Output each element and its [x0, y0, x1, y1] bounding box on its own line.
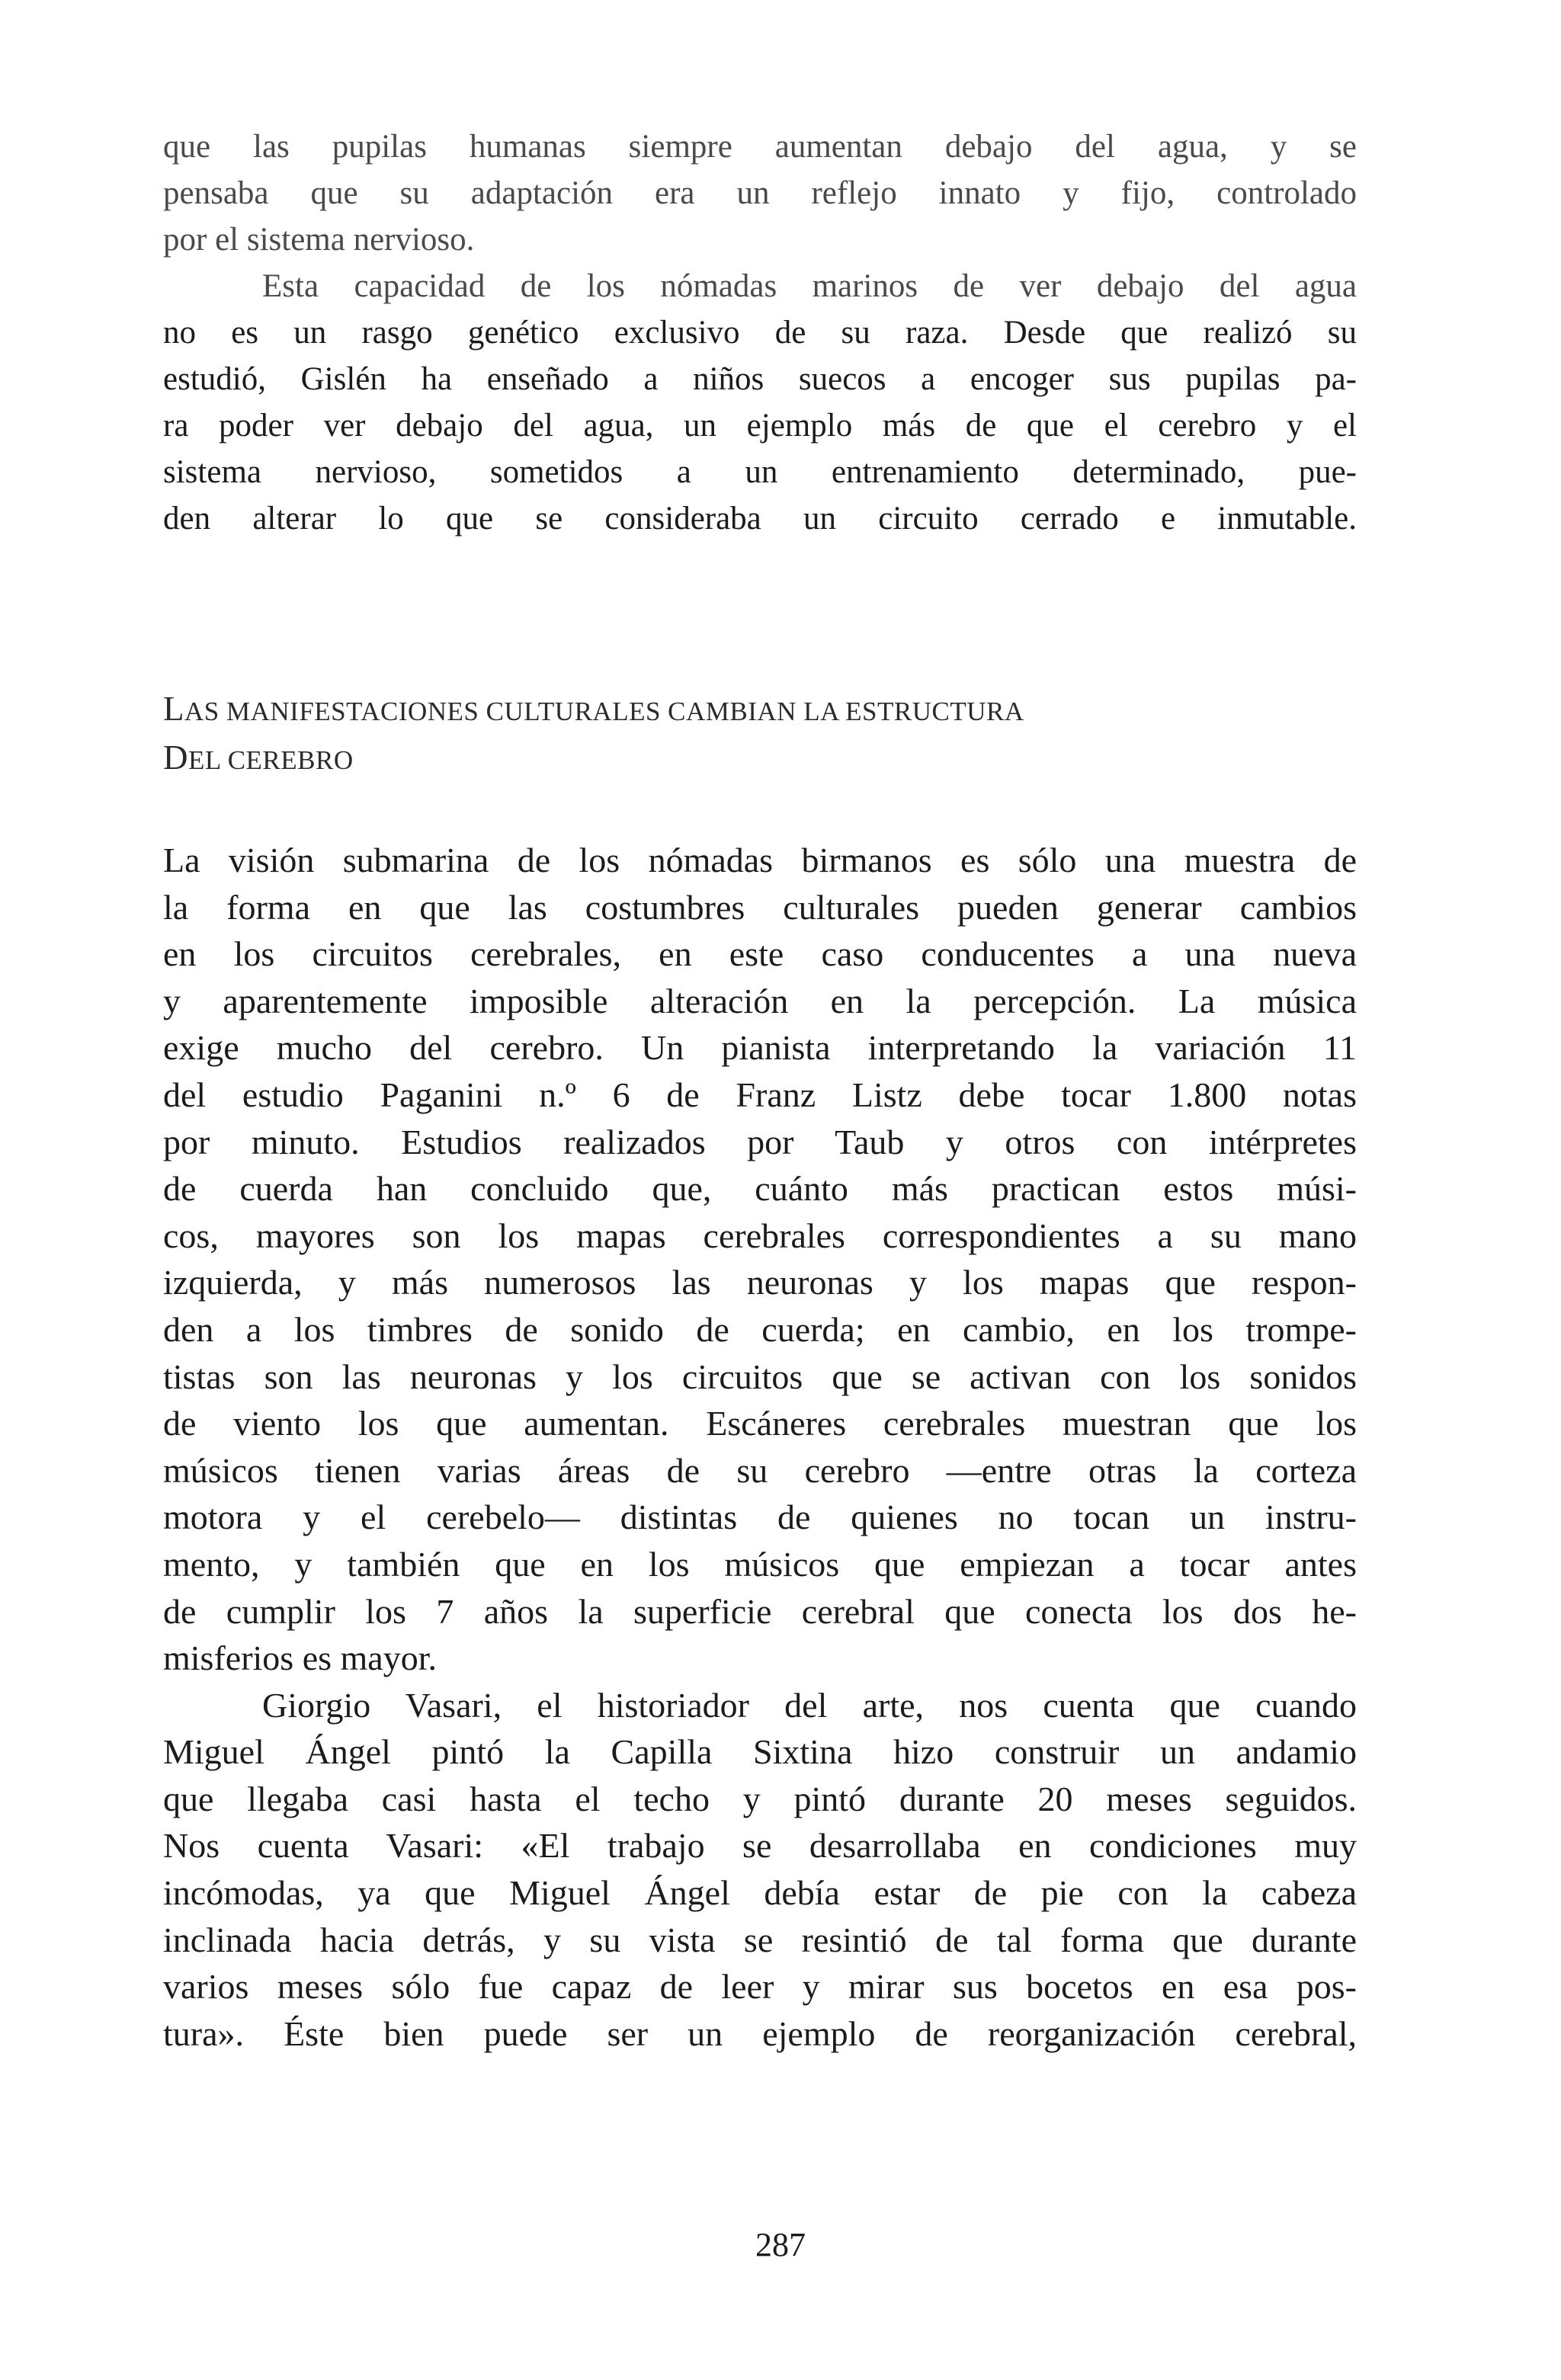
text-line: de cuerda han concluido que, cuánto más practican estos músi-	[163, 1169, 1357, 1209]
text-line: misferios es mayor.	[163, 1638, 437, 1678]
text-line: varios meses sólo fue capaz de leer y mirar sus bocetos en esa pos-	[163, 1967, 1357, 2007]
text-line: mento, y también que en los músicos que empiezan a tocar antes	[163, 1544, 1357, 1584]
text-line: exige mucho del cerebro. Un pianista interpretando la variación 11	[163, 1028, 1357, 1068]
section-heading-line	[163, 735, 1383, 783]
text-line: la forma en que las costumbres culturales pueden generar cambios	[163, 887, 1357, 927]
text-line: den a los timbres de sonido de cuerda; en cambio, en los trompe-	[163, 1309, 1357, 1349]
text-line: de viento los que aumentan. Escáneres cerebrales muestran que los	[163, 1404, 1357, 1443]
text-line: Giorgio Vasari, el historiador del arte, nos cuenta que cuando	[262, 1685, 1357, 1725]
text-line: tura». Éste bien puede ser un ejemplo de reorganización cerebral,	[163, 2013, 1357, 2053]
body-text-main	[163, 837, 1357, 2057]
heading-initial: L	[163, 690, 184, 728]
text-line: de cumplir los 7 años la superficie cerebral que conecta los dos he-	[163, 1591, 1357, 1631]
text-line: ra poder ver debajo del agua, un ejemplo más de que el cerebro y el	[163, 408, 1357, 444]
heading-text: EL CEREBRO	[188, 745, 354, 775]
text-line: del estudio Paganini n.º 6 de Franz Listz debe tocar 1.800 notas	[163, 1075, 1357, 1114]
text-line: por el sistema nervioso.	[163, 222, 475, 258]
text-line: incómodas, ya que Miguel Ángel debía estar de pie con la cabeza	[163, 1873, 1357, 1913]
text-line: Nos cuenta Vasari: «El trabajo se desarrollaba en condiciones muy	[163, 1826, 1357, 1866]
text-line: pensaba que su adaptación era un reflejo innato y fijo, controlado	[163, 175, 1357, 211]
text-line: estudió, Gislén ha enseñado a niños suecos a encoger sus pupilas pa-	[163, 361, 1357, 397]
text-line: tistas son las neuronas y los circuitos que se activan con los sonidos	[163, 1357, 1357, 1396]
text-line: cos, mayores son los mapas cerebrales correspondientes a su mano	[163, 1216, 1357, 1255]
text-line: que las pupilas humanas siempre aumentan debajo del agua, y se	[163, 129, 1357, 165]
text-line: sistema nervioso, sometidos a un entrenamiento determinado, pue-	[163, 454, 1357, 490]
text-line: músicos tienen varias áreas de su cerebro —entre otras la corteza	[163, 1450, 1357, 1490]
section-heading	[163, 686, 1383, 783]
page-number: 287	[755, 2226, 806, 2263]
text-line: Esta capacidad de los nómadas marinos de ver debajo del agua	[262, 268, 1357, 304]
text-line: no es un rasgo genético exclusivo de su raza. Desde que realizó su	[163, 315, 1357, 351]
text-line: por minuto. Estudios realizados por Taub y otros con intérpretes	[163, 1122, 1357, 1161]
text-line: motora y el cerebelo— distintas de quienes no tocan un instru-	[163, 1498, 1357, 1537]
heading-text: AS MANIFESTACIONES CULTURALES CAMBIAN LA ESTRUCTURA	[184, 697, 1024, 726]
text-line: inclinada hacia detrás, y su vista se resintió de tal forma que durante	[163, 1920, 1357, 1959]
heading-initial: D	[163, 738, 188, 777]
text-line: y aparentemente imposible alteración en la percepción. La música	[163, 981, 1357, 1020]
text-line: izquierda, y más numerosos las neuronas y los mapas que respon-	[163, 1263, 1357, 1302]
text-line: La visión submarina de los nómadas birmanos es sólo una muestra de	[163, 841, 1357, 879]
section-heading-line	[163, 686, 1383, 735]
text-line: Miguel Ángel pintó la Capilla Sixtina hizo construir un andamio	[163, 1732, 1357, 1772]
text-line: que llegaba casi hasta el techo y pintó durante 20 meses seguidos.	[163, 1779, 1357, 1818]
body-text-top	[163, 123, 1357, 542]
text-line: den alterar lo que se consideraba un circuito cerrado e inmutable.	[163, 501, 1357, 537]
text-line: en los circuitos cerebrales, en este caso conducentes a una nueva	[163, 934, 1357, 974]
